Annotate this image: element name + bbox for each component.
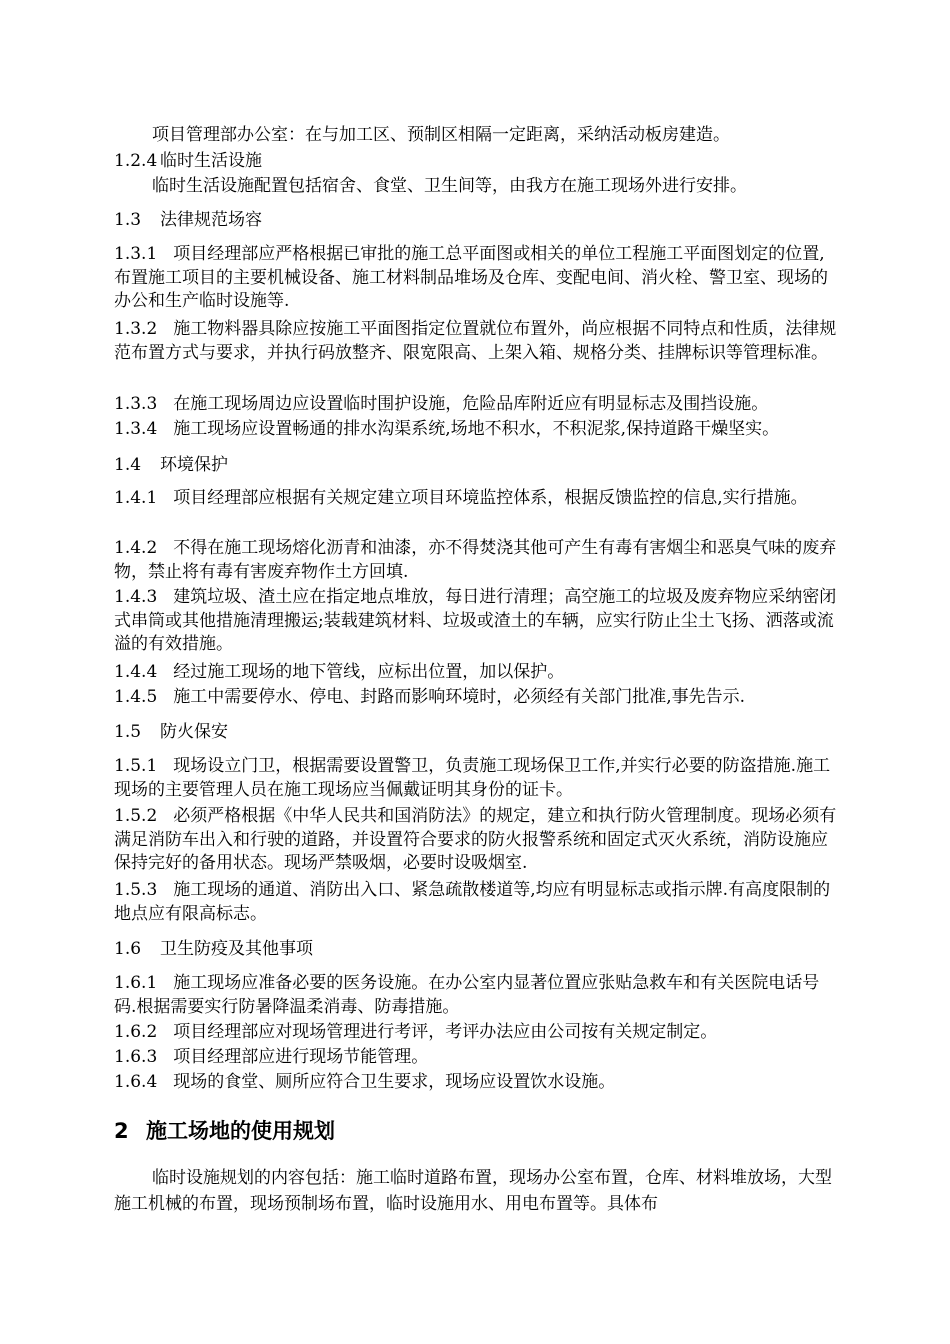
item-text: 不得在施工现场熔化沥青和油漆，亦不得焚浇其他可产生有毒有害烟尘和恶臭气味的废弃物，禁止将有毒有害废弃物作土方回填. — [114, 538, 837, 582]
list-item-1-5-2 — [114, 805, 840, 876]
section-number: 1.2.4 — [114, 151, 158, 171]
item-number: 1.5.1 — [114, 756, 158, 776]
list-item-1-3-4 — [114, 418, 874, 442]
item-text: 项目经理部应对现场管理进行考评，考评办法应由公司按有关规定制定。 — [173, 1022, 718, 1042]
item-text: 施工物料器具除应按施工平面图指定位置就位布置外，尚应根据不同特点和性质，法律规范布置方式与要求，并执行码放整齐、限宽限高、上架入箱、规格分类、挂牌标识等管理标准。 — [114, 319, 837, 363]
item-number: 1.3.3 — [114, 394, 158, 414]
item-number: 1.4.4 — [114, 662, 158, 682]
item-text: 必须严格根据《中华人民共和国消防法》的规定，建立和执行防火管理制度。现场必须有满足消防车出入和行驶的道路，并设置符合要求的防火报警系统和固定式灭火系统，消防设施应保持完好的备用状态。现场严禁吸烟，必要时设吸烟室. — [114, 806, 837, 873]
list-item-1-3-3 — [114, 393, 840, 417]
paragraph-plan: 临时设施规划的内容包括：施工临时道路布置，现场办公室布置，仓库、材料堆放场，大型施工机械的布置，现场预制场布置，临时设施用水、用电布置等。具体布 — [114, 1168, 832, 1214]
list-item-1-6-3 — [114, 1046, 840, 1070]
section-heading-1-3 — [114, 209, 262, 232]
section-heading-1-2-4 — [114, 150, 262, 173]
section-title: 环境保护 — [160, 455, 228, 475]
item-number: 1.4.1 — [114, 488, 158, 508]
item-text: 项目经理部应严格根据已审批的施工总平面图或相关的单位工程施工平面图划定的位置,布置施工项目的主要机械设备、施工材料制品堆场及仓库、变配电间、消火栓、警卫室、现场的办公和生产临时设施等. — [114, 244, 828, 311]
section-number: 1.5 — [114, 722, 142, 742]
item-number: 1.6.1 — [114, 973, 158, 993]
item-number: 1.4.3 — [114, 587, 158, 607]
list-item-1-4-5 — [114, 686, 840, 710]
list-item-1-4-1 — [114, 487, 840, 511]
item-number: 1.3.1 — [114, 244, 158, 264]
list-item-1-6-1 — [114, 972, 840, 1019]
item-number: 1.5.2 — [114, 806, 158, 826]
item-text: 经过施工现场的地下管线，应标出位置，加以保护。 — [173, 662, 565, 682]
list-item-1-5-1 — [114, 755, 840, 802]
section-number: 1.4 — [114, 455, 142, 475]
list-item-1-6-2 — [114, 1021, 840, 1045]
item-text: 建筑垃圾、渣土应在指定地点堆放，每日进行清理；高空施工的垃圾及废弃物应采纳密闭式串筒或其他措施清理搬运;装载建筑材料、垃圾或渣土的车辆，应实行防止尘土飞扬、洒落或流溢的有效措施。 — [114, 587, 837, 654]
section-number: 1.3 — [114, 210, 142, 230]
item-text: 施工现场应设置畅通的排水沟渠系统,场地不积水，不积泥浆,保持道路干燥坚实。 — [173, 419, 780, 439]
item-number: 1.6.3 — [114, 1047, 158, 1067]
list-item-1-4-4 — [114, 661, 840, 685]
item-text: 项目经理部应根据有关规定建立项目环境监控体系，根据反馈监控的信息,实行措施。 — [173, 488, 808, 508]
item-text: 在施工现场周边应设置临时围护设施，危险品库附近应有明显标志及围挡设施。 — [173, 394, 769, 414]
item-text: 项目经理部应进行现场节能管理。 — [173, 1047, 429, 1067]
section-heading-1-6 — [114, 938, 313, 961]
list-item-1-6-4 — [114, 1071, 840, 1095]
section-title: 防火保安 — [160, 722, 228, 742]
item-number: 1.3.2 — [114, 319, 158, 339]
item-number: 1.4.2 — [114, 538, 158, 558]
paragraph-living: 临时生活设施配置包括宿舍、食堂、卫生间等，由我方在施工现场外进行安排。 — [152, 176, 747, 196]
item-text: 施工现场的通道、消防出入口、紧急疏散楼道等,均应有明显标志或指示牌.有高度限制的地点应有限高标志。 — [114, 880, 831, 924]
list-item-1-4-3 — [114, 586, 840, 657]
section-title: 法律规范场容 — [160, 210, 262, 230]
list-item-1-3-2 — [114, 318, 840, 365]
paragraph-office: 项目管理部办公室：在与加工区、预制区相隔一定距离，采纳活动板房建造。 — [152, 125, 730, 145]
item-number: 1.4.5 — [114, 687, 158, 707]
section-number: 1.6 — [114, 939, 142, 959]
chapter-title: 施工场地的使用规划 — [146, 1119, 335, 1143]
section-heading-1-4 — [114, 454, 228, 477]
section-heading-1-5 — [114, 721, 228, 744]
item-number: 1.6.2 — [114, 1022, 158, 1042]
item-text: 施工现场应准备必要的医务设施。在办公室内显著位置应张贴急救车和有关医院电话号码.根据需要实行防暑降温柔消毒、防毒措施。 — [114, 973, 820, 1017]
item-text: 现场设立门卫，根据需要设置警卫，负责施工现场保卫工作,并实行必要的防盗措施.施工现场的主要管理人员在施工现场应当佩戴证明其身份的证卡。 — [114, 756, 831, 800]
section-title: 卫生防疫及其他事项 — [160, 939, 313, 959]
list-item-1-4-2 — [114, 537, 840, 584]
chapter-heading-2 — [114, 1116, 335, 1146]
item-text: 现场的食堂、厕所应符合卫生要求，现场应设置饮水设施。 — [173, 1072, 616, 1092]
item-number: 1.6.4 — [114, 1072, 158, 1092]
item-text: 施工中需要停水、停电、封路而影响环境时，必须经有关部门批准,事先告示. — [173, 687, 746, 707]
list-item-1-3-1 — [114, 243, 840, 314]
section-title: 临时生活设施 — [160, 151, 262, 171]
chapter-number: 2 — [114, 1119, 129, 1143]
item-number: 1.5.3 — [114, 880, 158, 900]
item-number: 1.3.4 — [114, 419, 158, 439]
list-item-1-5-3 — [114, 879, 840, 926]
